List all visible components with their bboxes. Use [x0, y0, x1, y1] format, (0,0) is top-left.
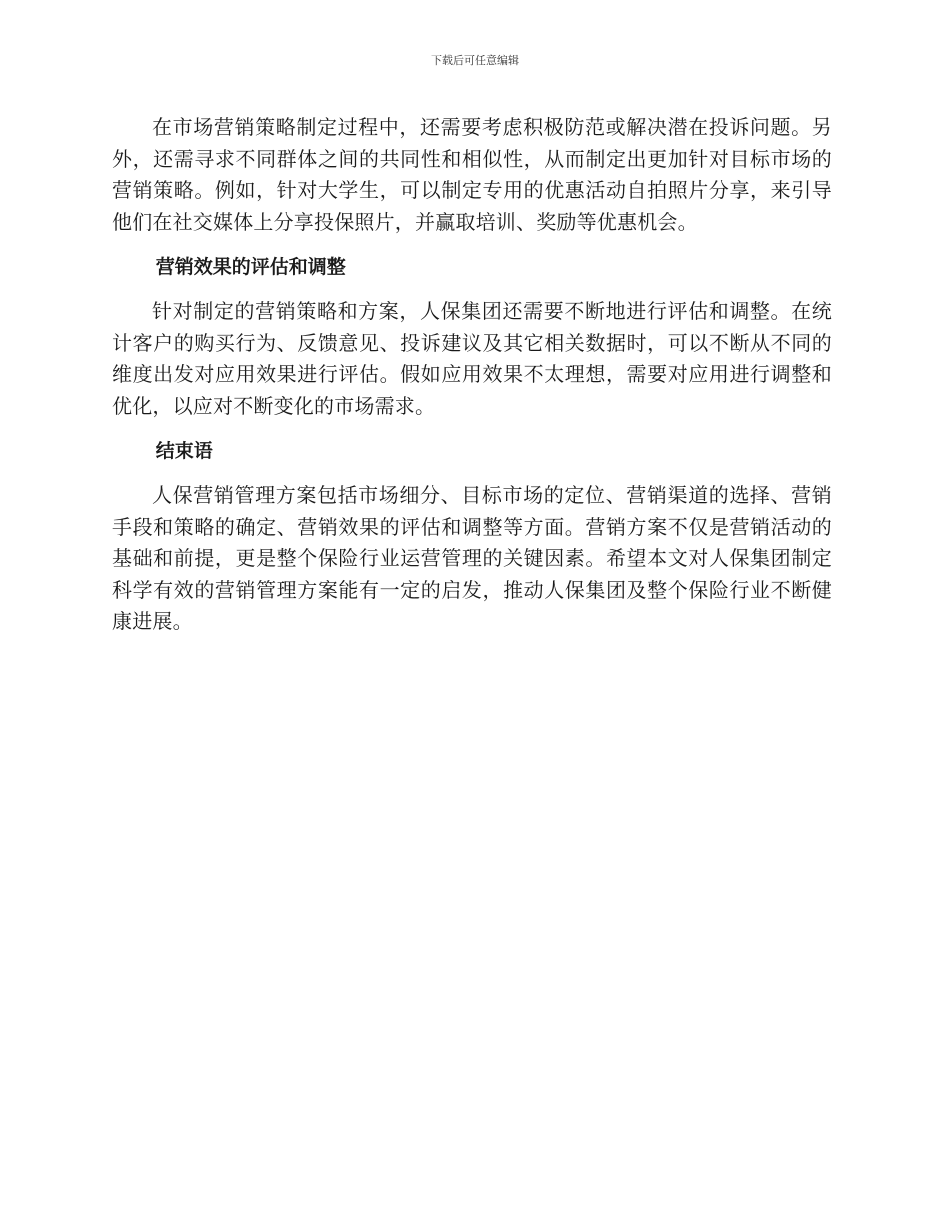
paragraph-conclusion: 人保营销管理方案包括市场细分、目标市场的定位、营销渠道的选择、营销手段和策略的确定、营销效果的评估和调整等方面。营销方案不仅是营销活动的基础和前提，更是整个保险行业运营管理的关键因素。希望本文对人保集团制定科学有效的营销管理方案能有一定的启发，推动人保集团及整个保险行业不断健康进展。 [112, 483, 832, 633]
page-header: 下载后可任意编辑 [431, 54, 519, 67]
document-body [112, 112, 832, 647]
heading-evaluation: 营销效果的评估和调整 [155, 256, 346, 278]
heading-conclusion: 结束语 [155, 440, 213, 462]
paragraph-strategy: 在市场营销策略制定过程中，还需要考虑积极防范或解决潜在投诉问题。另外，还需寻求不同群体之间的共同性和相似性，从而制定出更加针对目标市场的营销策略。例如，针对大学生，可以制定专用的优惠活动自拍照片分享，来引导他们在社交媒体上分享投保照片，并赢取培训、奖励等优惠机会。 [112, 115, 832, 234]
paragraph-evaluation: 针对制定的营销策略和方案，人保集团还需要不断地进行评估和调整。在统计客户的购买行为、反馈意见、投诉建议及其它相关数据时，可以不断从不同的维度出发对应用效果进行评估。假如应用效果不太理想，需要对应用进行调整和优化，以应对不断变化的市场需求。 [112, 299, 832, 418]
